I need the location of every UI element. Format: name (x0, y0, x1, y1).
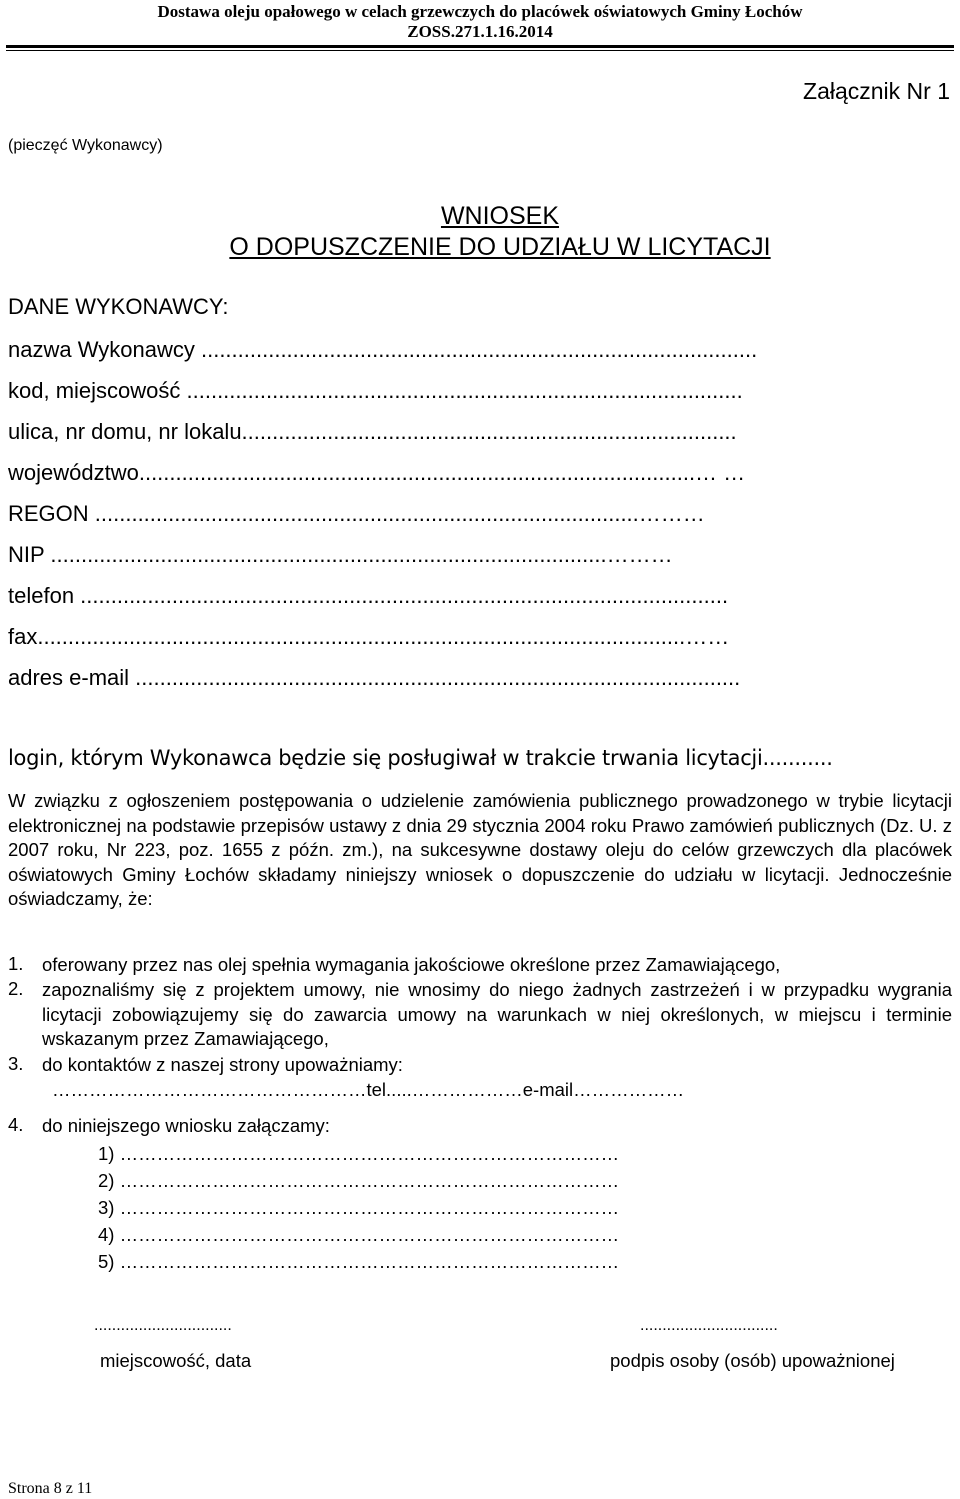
stamp-label: (pieczęć Wykonawcy) (8, 137, 163, 154)
attachment-field-4[interactable]: 4) ……………………………………………………………………… (98, 1224, 620, 1245)
place-date-label: miejscowość, data (100, 1350, 252, 1371)
header-rule-thin (6, 50, 954, 51)
attachment-label: Załącznik Nr 1 (803, 78, 950, 104)
intro-paragraph: W związku z ogłoszeniem postępowania o udzielenie zamówienia publicznego prowadzonego w trybie licytacji elektronicznej na podstawie przepisów ustawy z dnia 29 stycznia 2004 roku Prawo zamówień publicznych (Dz. U. z 2007 roku, Nr 223, poz. 1655 z późn. zm.), na sukcesywne dostawy oleju do celów grzewczych dla placówek oświatowych Gminy Łochów składamy niniejszy wniosek o dopuszczenie do udziału w licytacji. Jednocześnie oświadczamy, że: (8, 790, 952, 910)
attachment-field-2[interactable]: 2) ……………………………………………………………………… (98, 1170, 620, 1191)
item-text: oferowany przez nas olej spełnia wymagania jakościowe określone przez Zamawiającego, (42, 954, 781, 975)
field-regon[interactable]: REGON .........................................................................................……… (8, 501, 705, 526)
header-rule-thick (6, 45, 954, 48)
document-reference-number: ZOSS.271.1.16.2014 (407, 22, 553, 41)
field-login[interactable]: login, którym Wykonawca będzie się posługiwał w trakcie trwania licytacji........... (8, 746, 833, 770)
attachment-field-5[interactable]: 5) ……………………………………………………………………… (98, 1251, 620, 1272)
field-street-address[interactable]: ulica, nr domu, nr lokalu................................................................................. (8, 419, 737, 444)
signature-line[interactable]: ............................... (640, 1317, 778, 1334)
item-text: do kontaktów z naszej strony upoważniamy: (42, 1054, 403, 1075)
form-title-line1: WNIOSEK (440, 202, 560, 230)
field-phone[interactable]: telefon .......................................................................................................... (8, 583, 729, 608)
place-date-line[interactable]: ............................... (94, 1317, 232, 1334)
item-number: 2. (8, 978, 24, 999)
item-number: 1. (8, 953, 24, 974)
field-contractor-name[interactable]: nazwa Wykonawcy ........................................................................................... (8, 337, 758, 362)
item-number: 3. (8, 1053, 24, 1074)
field-nip[interactable]: NIP ...........................................................................................……… (8, 542, 673, 567)
page-number: Strona 8 z 11 (8, 1480, 93, 1497)
form-title-line2: O DOPUSZCZENIE DO UDZIAŁU W LICYTACJI (229, 233, 771, 261)
field-postcode-city[interactable]: kod, miejscowość ........................................................................................... (8, 378, 743, 403)
field-fax[interactable]: fax..........................................................................................................…… (8, 624, 730, 649)
item-number: 4. (8, 1114, 24, 1135)
signature-label: podpis osoby (osób) upoważnionej (610, 1350, 895, 1371)
item-text: zapoznaliśmy się z projektem umowy, nie wnosimy do niego żadnych zastrzeżeń i w przypadku wygrania licytacji zobowiązujemy się do zawarcia umowy na warunkach w niej określonych, w miejscu i terminie wskazanym przez Zamawiającego, (42, 979, 952, 1050)
form-title (195, 202, 805, 262)
contact-person-field[interactable]: ……………………………………………tel.....………………e-mail……………… (52, 1079, 685, 1100)
item-text: do niniejszego wniosku załączamy: (42, 1115, 330, 1136)
document-header-title: Dostawa oleju opałowego w celach grzewczych do placówek oświatowych Gminy Łochów (157, 2, 803, 21)
attachment-field-3[interactable]: 3) ……………………………………………………………………… (98, 1197, 620, 1218)
field-email[interactable]: adres e-mail ................................................................................................... (8, 665, 741, 690)
field-voivodeship[interactable]: województwo...........................................................................................… … (8, 460, 746, 485)
contractor-heading: DANE WYKONAWCY: (8, 294, 229, 319)
attachment-field-1[interactable]: 1) ……………………………………………………………………… (98, 1143, 620, 1164)
